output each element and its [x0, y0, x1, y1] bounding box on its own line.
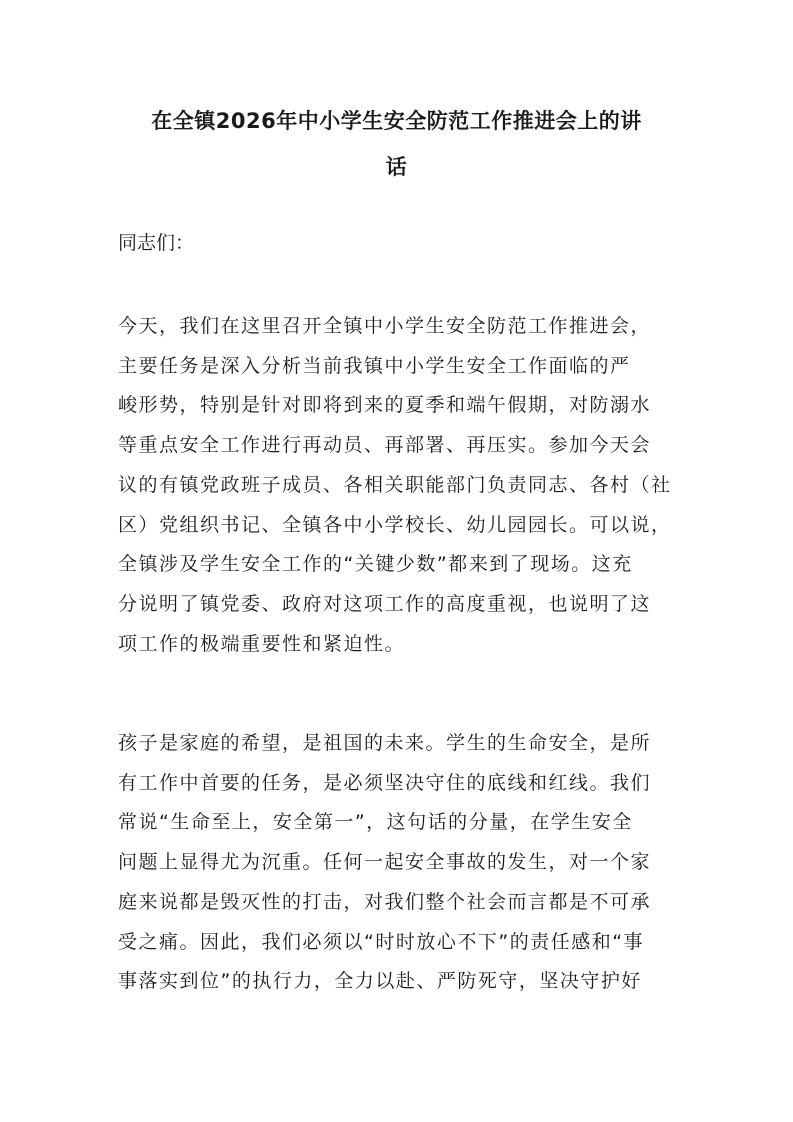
paragraph-line: 议的有镇党政班子成员、各相关职能部门负责同志、各村（社 — [118, 473, 672, 496]
paragraph-line: 分说明了镇党委、政府对这项工作的高度重视，也说明了这 — [118, 592, 652, 615]
paragraph-line: 区）党组织书记、全镇各中小学校长、幼儿园园长。可以说， — [118, 513, 672, 536]
paragraph-line: 今天，我们在这里召开全镇中小学生安全防范工作推进会， — [118, 315, 652, 337]
paragraph-line: 峻形势，特别是针对即将到来的夏季和端午假期，对防溺水 — [118, 394, 652, 417]
paragraph-line: 庭来说都是毁灭性的打击，对我们整个社会而言都是不可承 — [118, 890, 652, 913]
paragraph-line: 主要任务是深入分析当前我镇中小学生安全工作面临的严 — [118, 354, 631, 377]
paragraph-line: 有工作中首要的任务，是必须坚决守住的底线和红线。我们 — [118, 771, 652, 794]
paragraph-line: 事落实到位”的执行力，全力以赴、严防死守，坚决守护好 — [118, 970, 642, 993]
paragraph — [118, 724, 675, 1002]
paragraph-line: 全镇涉及学生安全工作的“关键少数”都来到了现场。这充 — [118, 553, 633, 576]
paragraph-line: 等重点安全工作进行再动员、再部署、再压实。参加今天会 — [118, 434, 652, 457]
paragraph — [118, 307, 675, 664]
paragraph-line: 常说“生命至上，安全第一”，这句话的分量，在学生安全 — [118, 811, 633, 834]
salutation: 同志们： — [118, 232, 195, 254]
paragraph-line: 项工作的极端重要性和紧迫性。 — [118, 632, 406, 655]
paragraph-line: 孩子是家庭的希望，是祖国的未来。学生的生命安全，是所 — [118, 732, 652, 754]
paragraph-line: 受之痛。因此，我们必须以“时时放心不下”的责任感和“事 — [118, 930, 645, 953]
document-title — [118, 98, 675, 190]
title-line: 话 — [385, 155, 408, 179]
paragraph-line: 问题上显得尤为沉重。任何一起安全事故的发生，对一个家 — [118, 851, 652, 874]
title-line: 在全镇2026年中小学生安全防范工作推进会上的讲 — [151, 109, 642, 133]
